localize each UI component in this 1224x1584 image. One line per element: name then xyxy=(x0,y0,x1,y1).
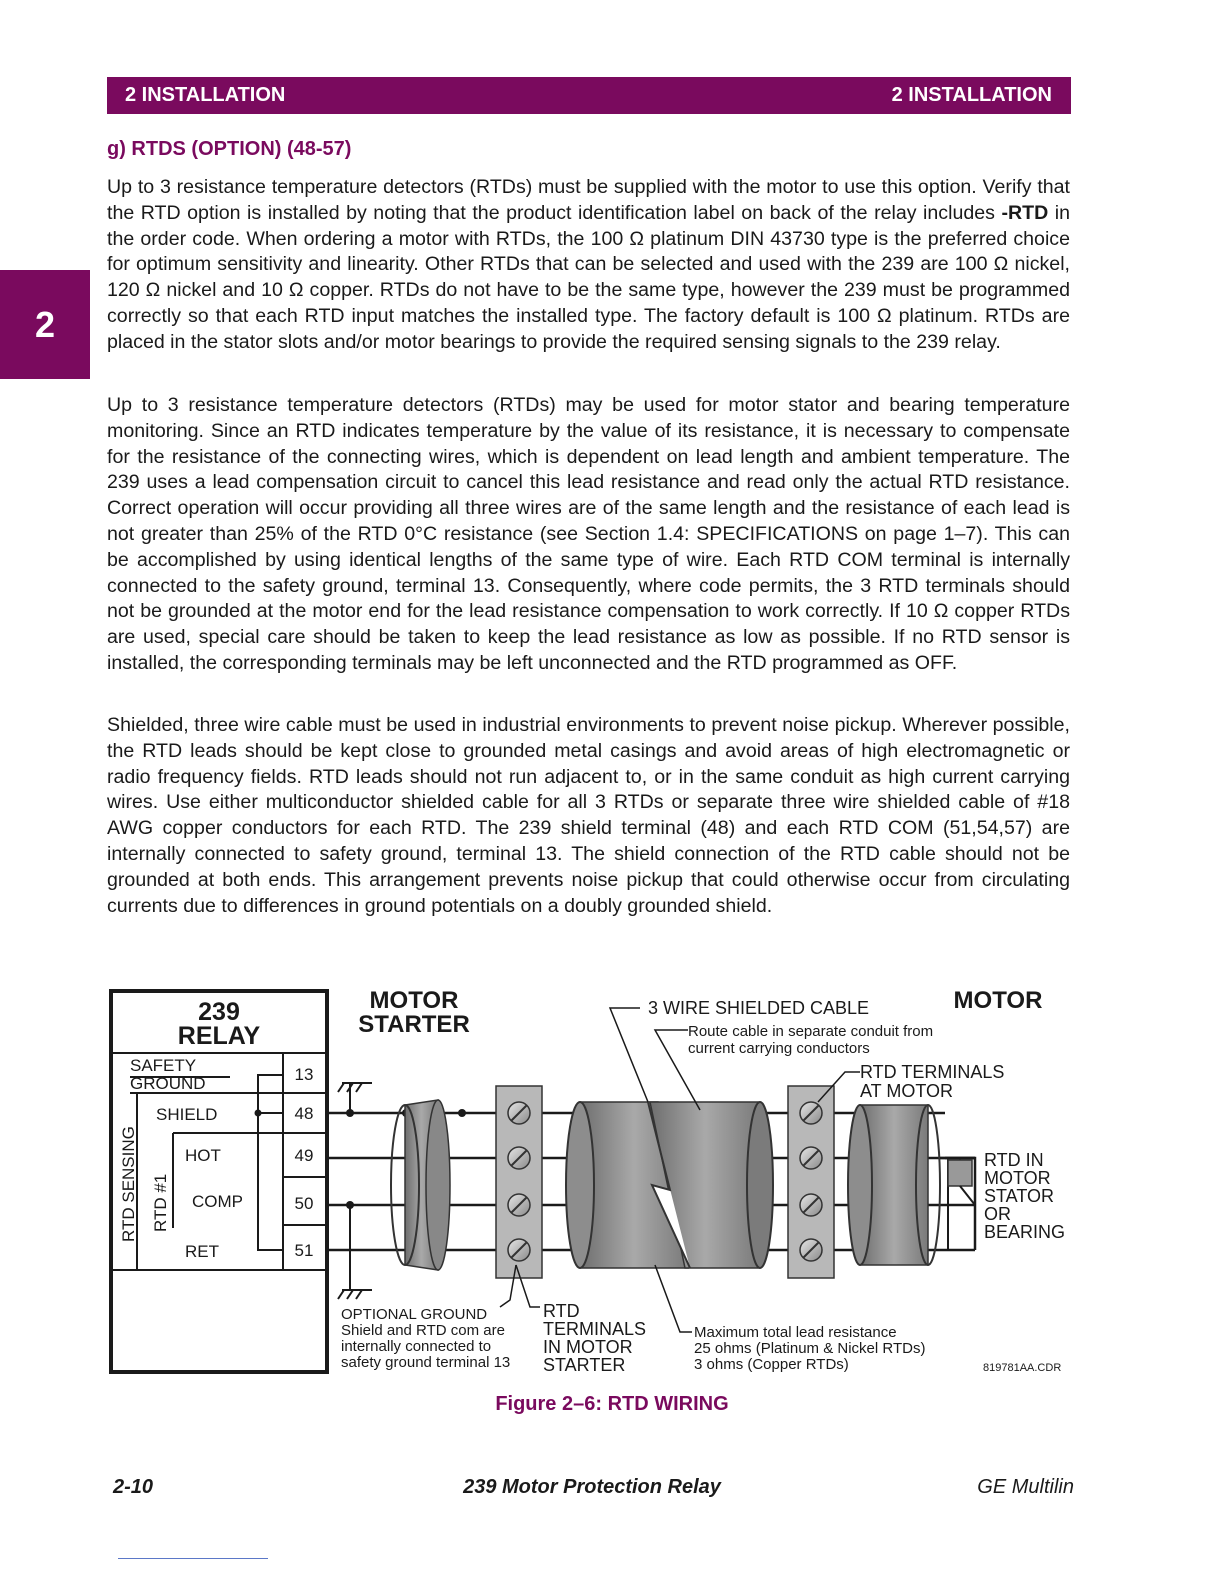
route-note-line-2: current carrying conductors xyxy=(688,1040,870,1057)
safety-ground-label-2: GROUND xyxy=(130,1074,206,1093)
terminal-48: 48 xyxy=(294,1104,314,1123)
terminal-13: 13 xyxy=(294,1065,314,1084)
drawing-file-code: 819781AA.CDR xyxy=(983,1362,1062,1374)
footer-product-name: 239 Motor Protection Relay xyxy=(463,1476,721,1498)
rtd-terminals-motor-label-1: RTD TERMINALS xyxy=(860,1062,1005,1082)
paragraph-1-text-b: in the order code. When ordering a motor with RTDs, the 100 Ω platinum DIN 43730 type is the preferred choice for optimum sensitivity and linearity. Other RTDs that can be selected and used with the 239 are 100 Ω nickel, 120 Ω nickel and 10 Ω copper. RTDs do not have to be the same type, however the 239 must be programmed correctly so that each RTD input matches the installed type. The factory default is 100 Ω platinum. RTDs are placed in the stator slots and/or motor bearings to provide the required sensing signals to the 239 relay. xyxy=(107,201,1070,353)
ground-symbol-starter xyxy=(338,1083,372,1113)
paragraph-lead-compensation: Up to 3 resistance temperature detectors (RTDs) may be used for motor stator and bearing temperature monitoring. Since an RTD indicates temperature by the value of its resistance, it is necessary to compensate for the resistance of the connecting wires, which is dependent on lead length and ambient temperature. The 239 uses a lead compensation circuit to cancel this lead resistance and read only the actual RTD resistance. Correct operation will occur providing all three wires are of the same length and the resistance of each lead is not greater than 25% of the RTD 0°C resistance (see Section 1.4: SPECIFICATIONS on page 1–7). This can be accomplished by using identical lengths of the same type of wire. Each RTD COM terminal is internally connected to the safety ground, terminal 13. Consequently, where code permits, the 3 RTD terminals should not be grounded at the motor end for the lead resistance compensation to work correctly. If 10 Ω copper RTDs are used, special care should be taken to keep the lead resistance as low as possible. If no RTD sensor is installed, the corresponding terminals may be left unconnected and the RTD programmed as OFF. xyxy=(107,394,1070,674)
rtd-terminals-starter-line-3: IN MOTOR xyxy=(543,1337,633,1357)
rtd-terminals-starter-line-2: TERMINALS xyxy=(543,1319,647,1339)
rtd-in-motor-line-2: MOTOR xyxy=(984,1168,1051,1188)
max-resistance-line-2: 25 ohms (Platinum & Nickel RTDs) xyxy=(694,1340,926,1357)
optional-ground-line-4: safety ground terminal 13 xyxy=(341,1354,511,1371)
optional-ground-line-3: internally connected to xyxy=(341,1338,492,1355)
motor-starter-label-2: STARTER xyxy=(358,1011,470,1038)
motor-starter-label-1: MOTOR xyxy=(369,987,459,1014)
figure-caption: Figure 2–6: RTD WIRING xyxy=(495,1393,729,1415)
chapter-header-bar xyxy=(107,77,1071,114)
relay-title-number: 239 xyxy=(198,998,240,1026)
footer-link-underline xyxy=(118,1558,268,1559)
shield-sleeve-starter xyxy=(391,1100,450,1270)
paragraph-1-text-a: Up to 3 resistance temperature detectors (RTDs) must be supplied with the motor to use this option. Verify that the RTD option is installed by noting that the product identification label on back of the relay includes xyxy=(107,176,1070,224)
section-title: g) RTDS (OPTION) (48-57) xyxy=(107,138,352,160)
ground-symbol-optional xyxy=(338,1205,372,1299)
chapter-side-tab xyxy=(0,270,90,379)
chapter-tab-number: 2 xyxy=(34,303,56,345)
header-right-label: 2 INSTALLATION xyxy=(891,84,1052,106)
max-resistance-line-3: 3 ohms (Copper RTDs) xyxy=(694,1356,849,1373)
terminal-51: 51 xyxy=(294,1241,314,1260)
rtd-sensing-label: RTD SENSING xyxy=(119,1126,138,1242)
paragraph-shielded-cable: Shielded, three wire cable must be used in industrial environments to prevent noise pickup. Wherever possible, the RTD leads should be kept close to grounded metal casings and avoid areas of high electromagnetic or radio frequency fields. RTD leads should not run adjacent to, or in the same conduit as high current carrying wires. Use either multiconductor shielded cable for all 3 RTDs or separate three wire shielded cable of #18 AWG copper conductors for each RTD. The 239 shield terminal (48) and each RTD COM (51,54,57) are internally connected to safety ground, terminal 13. The shield connection of the RTD cable should not be grounded at both ends. This arrangement prevents noise pickup that could otherwise occur from circulating currents due to differences in ground potentials on a doubly grounded shield. xyxy=(107,714,1070,917)
rtd-terminals-starter-line-1: RTD xyxy=(543,1301,580,1321)
terminal-50: 50 xyxy=(294,1194,314,1213)
header-left-label: 2 INSTALLATION xyxy=(125,84,286,106)
order-code-bold: -RTD xyxy=(1001,201,1049,224)
safety-ground-label-1: SAFETY xyxy=(130,1056,197,1075)
rtd-wiring-diagram xyxy=(100,980,1100,1380)
shield-label: SHIELD xyxy=(156,1105,218,1124)
rtd-1-label: RTD #1 xyxy=(151,1173,170,1232)
relay-title-word: RELAY xyxy=(177,1022,261,1050)
shield-sleeve-motor xyxy=(848,1105,940,1265)
route-note-line-1: Route cable in separate conduit from xyxy=(688,1023,934,1040)
rtd-terminals-motor-label-2: AT MOTOR xyxy=(860,1081,954,1101)
rtd-terminals-starter-line-4: STARTER xyxy=(543,1355,626,1375)
shielded-cable-label: 3 WIRE SHIELDED CABLE xyxy=(648,998,870,1018)
footer-page-number: 2-10 xyxy=(113,1476,154,1498)
terminal-49: 49 xyxy=(294,1146,314,1165)
rtd-in-motor-line-3: STATOR xyxy=(984,1186,1055,1206)
rtd-in-motor-line-1: RTD IN xyxy=(984,1150,1044,1170)
footer-company: GE Multilin xyxy=(977,1476,1074,1498)
optional-ground-line-2: Shield and RTD com are xyxy=(341,1322,505,1339)
rtd-in-motor-line-4: OR xyxy=(984,1204,1011,1224)
optional-ground-line-1: OPTIONAL GROUND xyxy=(341,1306,488,1323)
hot-label: HOT xyxy=(185,1146,221,1165)
terminal-block-starter xyxy=(496,1086,542,1278)
comp-label: COMP xyxy=(192,1192,243,1211)
terminal-block-motor xyxy=(788,1086,834,1278)
rtd-in-motor-line-5: BEARING xyxy=(984,1222,1066,1242)
ret-label: RET xyxy=(185,1242,219,1261)
max-resistance-line-1: Maximum total lead resistance xyxy=(694,1324,897,1341)
motor-label: MOTOR xyxy=(953,987,1043,1014)
paragraph-rtd-option xyxy=(107,175,1070,356)
